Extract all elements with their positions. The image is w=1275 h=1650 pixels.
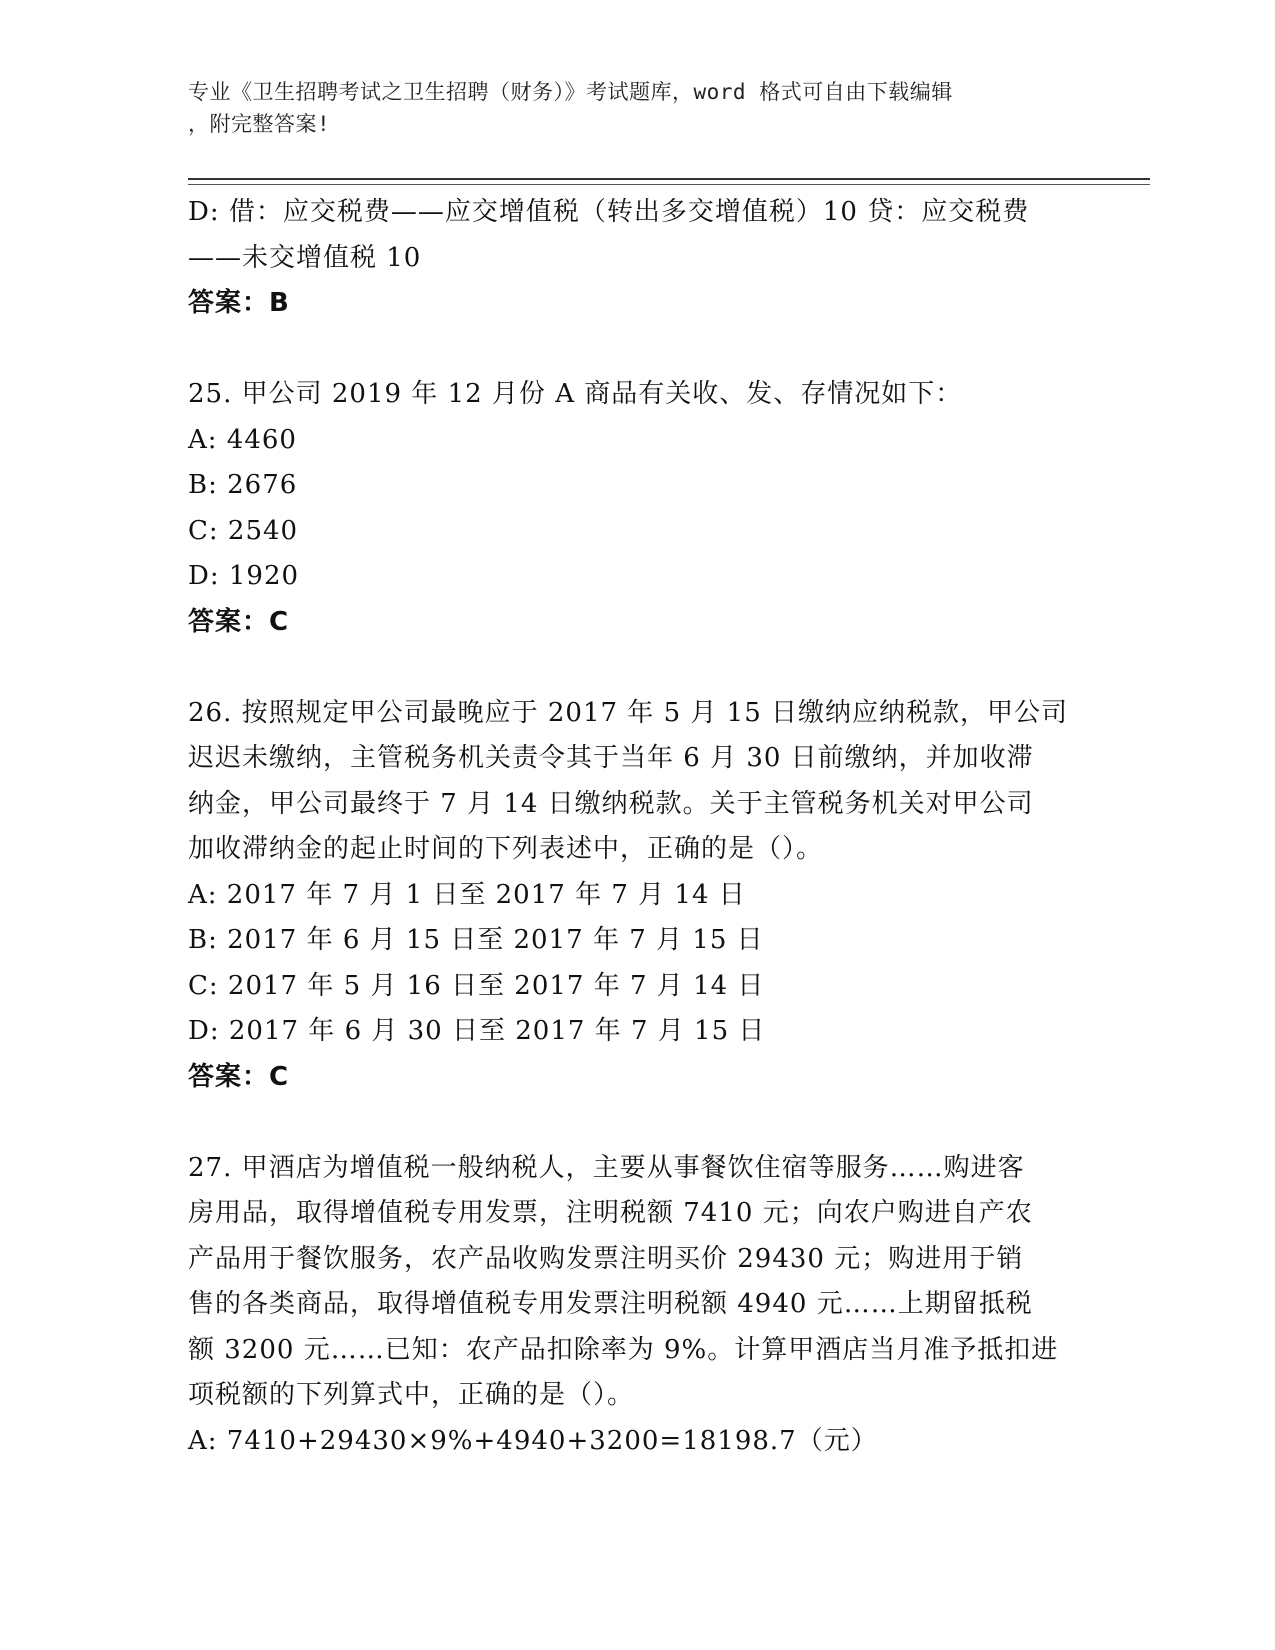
- question-27-stem-line: 房用品，取得增值税专用发票，注明税额 7410 元；向农户购进自产农: [188, 1198, 1033, 1228]
- header-rule-thick: [188, 178, 1150, 180]
- question-26-option-a: A: 2017 年 7 月 1 日至 2017 年 7 月 14 日: [188, 879, 746, 910]
- question-27-stem-line: 项税额的下列算式中，正确的是（）。: [188, 1380, 635, 1410]
- question-26-option-c: C: 2017 年 5 月 16 日至 2017 年 7 月 14 日: [188, 970, 765, 1001]
- document-body: [188, 190, 1088, 1464]
- question-26-answer: 答案：C: [188, 1061, 290, 1092]
- question-27-stem-line: 额 3200 元……已知：农产品扣除率为 9%。计算甲酒店当月准予抵扣进: [188, 1334, 1059, 1365]
- option-d: D: 借：应交税费——应交增值税（转出多交增值税）10 贷：应交税费: [188, 197, 1030, 227]
- question-26-stem-line: 纳金，甲公司最终于 7 月 14 日缴纳税款。关于主管税务机关对甲公司: [188, 788, 1034, 819]
- header-line-2: ，附完整答案!: [188, 112, 331, 136]
- header-rule-thin: [188, 184, 1150, 185]
- question-26-stem-line: 26. 按照规定甲公司最晚应于 2017 年 5 月 15 日缴纳应纳税款，甲公司: [188, 697, 1068, 728]
- question-25-answer: 答案：C: [188, 606, 290, 637]
- question-27-option-a: A: 7410+29430×9%+4940+3200=18198.7（元）: [188, 1425, 878, 1456]
- question-25-option-c: C: 2540: [188, 515, 299, 546]
- document-header: [188, 76, 1088, 140]
- question-27-stem-line: 产品用于餐饮服务，农产品收购发票注明买价 29430 元；购进用于销: [188, 1243, 1024, 1274]
- answer-line: 答案：B: [188, 288, 290, 318]
- question-25-option-b: B: 2676: [188, 470, 298, 500]
- question-26-stem-line: 迟迟未缴纳，主管税务机关责令其于当年 6 月 30 日前缴纳，并加收滞: [188, 743, 1034, 773]
- question-26-stem-line: 加收滞纳金的起止时间的下列表述中，正确的是（）。: [188, 834, 824, 864]
- question-25-option-d: D: 1920: [188, 561, 300, 591]
- option-d-continued: ——未交增值税 10: [188, 242, 422, 273]
- question-27-stem-line: 27. 甲酒店为增值税一般纳税人，主要从事餐饮住宿等服务……购进客: [188, 1152, 1025, 1183]
- question-25-stem: 25. 甲公司 2019 年 12 月份 A 商品有关收、发、存情况如下：: [188, 379, 963, 409]
- header-line-1: 专业《卫生招聘考试之卫生招聘（财务）》考试题库，word 格式可自由下载编辑: [188, 80, 953, 104]
- question-25-option-a: A: 4460: [188, 424, 297, 455]
- question-26-option-d: D: 2017 年 6 月 30 日至 2017 年 7 月 15 日: [188, 1016, 766, 1046]
- question-26-option-b: B: 2017 年 6 月 15 日至 2017 年 7 月 15 日: [188, 925, 764, 955]
- question-27-stem-line: 售的各类商品，取得增值税专用发票注明税额 4940 元……上期留抵税: [188, 1289, 1033, 1319]
